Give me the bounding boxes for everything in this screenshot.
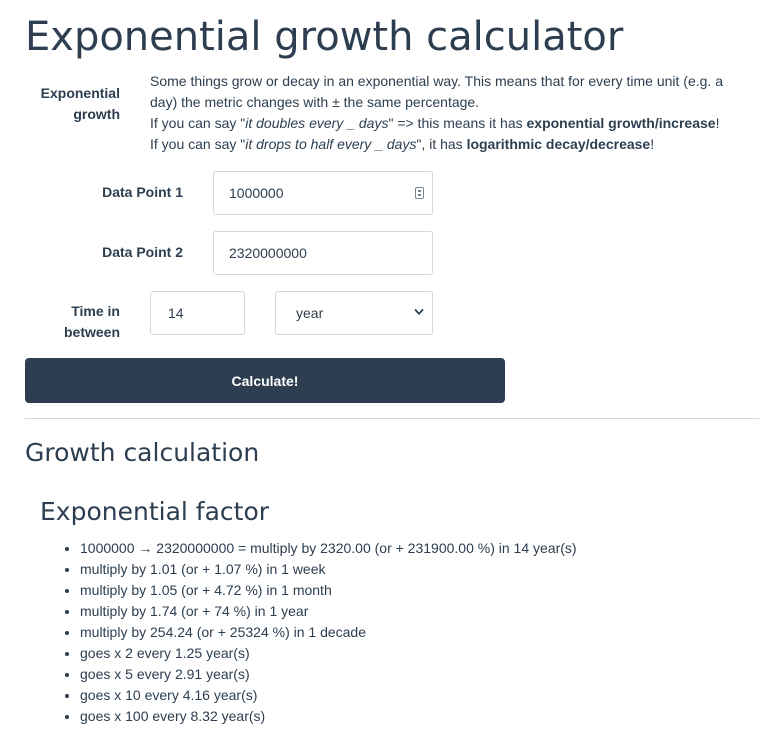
time-unit-select[interactable] (275, 291, 433, 335)
intro-line-2: If you can say "it doubles every _ days" => this means it has exponential growth/increase! (150, 115, 720, 131)
time-between-label: Time in between (63, 303, 120, 340)
list-item: • multiply by 254.24 (or + 25324 %) in 1 decade (80, 622, 577, 643)
contact-card-icon[interactable] (415, 187, 424, 199)
chevron-down-icon (414, 307, 424, 317)
list-item: • goes x 100 every 8.32 year(s) (80, 706, 577, 727)
list-item: • multiply by 1.01 (or + 1.07 %) in 1 week (80, 559, 577, 580)
subsection-title: Exponential factor (40, 497, 270, 526)
list-item: • goes x 2 every 1.25 year(s) (80, 643, 577, 664)
intro-line-3: If you can say "it drops to half every _ days", it has logarithmic decay/decrease! (150, 136, 655, 152)
data-point-2-input[interactable] (213, 231, 433, 275)
time-value-input[interactable] (150, 291, 245, 335)
data-point-2-label: Data Point 2 (102, 244, 183, 260)
list-item: • goes x 10 every 4.16 year(s) (80, 685, 577, 706)
list-item: • 1000000 → 2320000000 = multiply by 2320.00 (or + 231900.00 %) in 14 year(s) (80, 538, 577, 559)
time-unit-value: year (296, 305, 324, 321)
page-title: Exponential growth calculator (25, 14, 624, 60)
section-title: Growth calculation (25, 438, 260, 467)
list-item: • multiply by 1.74 (or + 74 %) in 1 year (80, 601, 577, 622)
data-point-2-value: 2320000000 (229, 245, 307, 261)
intro-text (150, 71, 750, 155)
results-list (40, 538, 577, 727)
intro-label: Exponential growth (40, 85, 120, 122)
data-point-1-label: Data Point 1 (102, 184, 183, 200)
list-item: • goes x 5 every 2.91 year(s) (80, 664, 577, 685)
intro-line-1: Some things grow or decay in an exponential way. This means that for every time unit (e.g. a day) the metric changes with ± the same percentage. (150, 73, 723, 110)
data-point-1-value: 1000000 (229, 185, 284, 201)
divider (25, 418, 759, 419)
list-item: • multiply by 1.05 (or + 4.72 %) in 1 month (80, 580, 577, 601)
time-value: 14 (168, 305, 184, 321)
calculate-button[interactable]: Calculate! (25, 358, 505, 403)
data-point-1-input[interactable] (213, 171, 433, 215)
